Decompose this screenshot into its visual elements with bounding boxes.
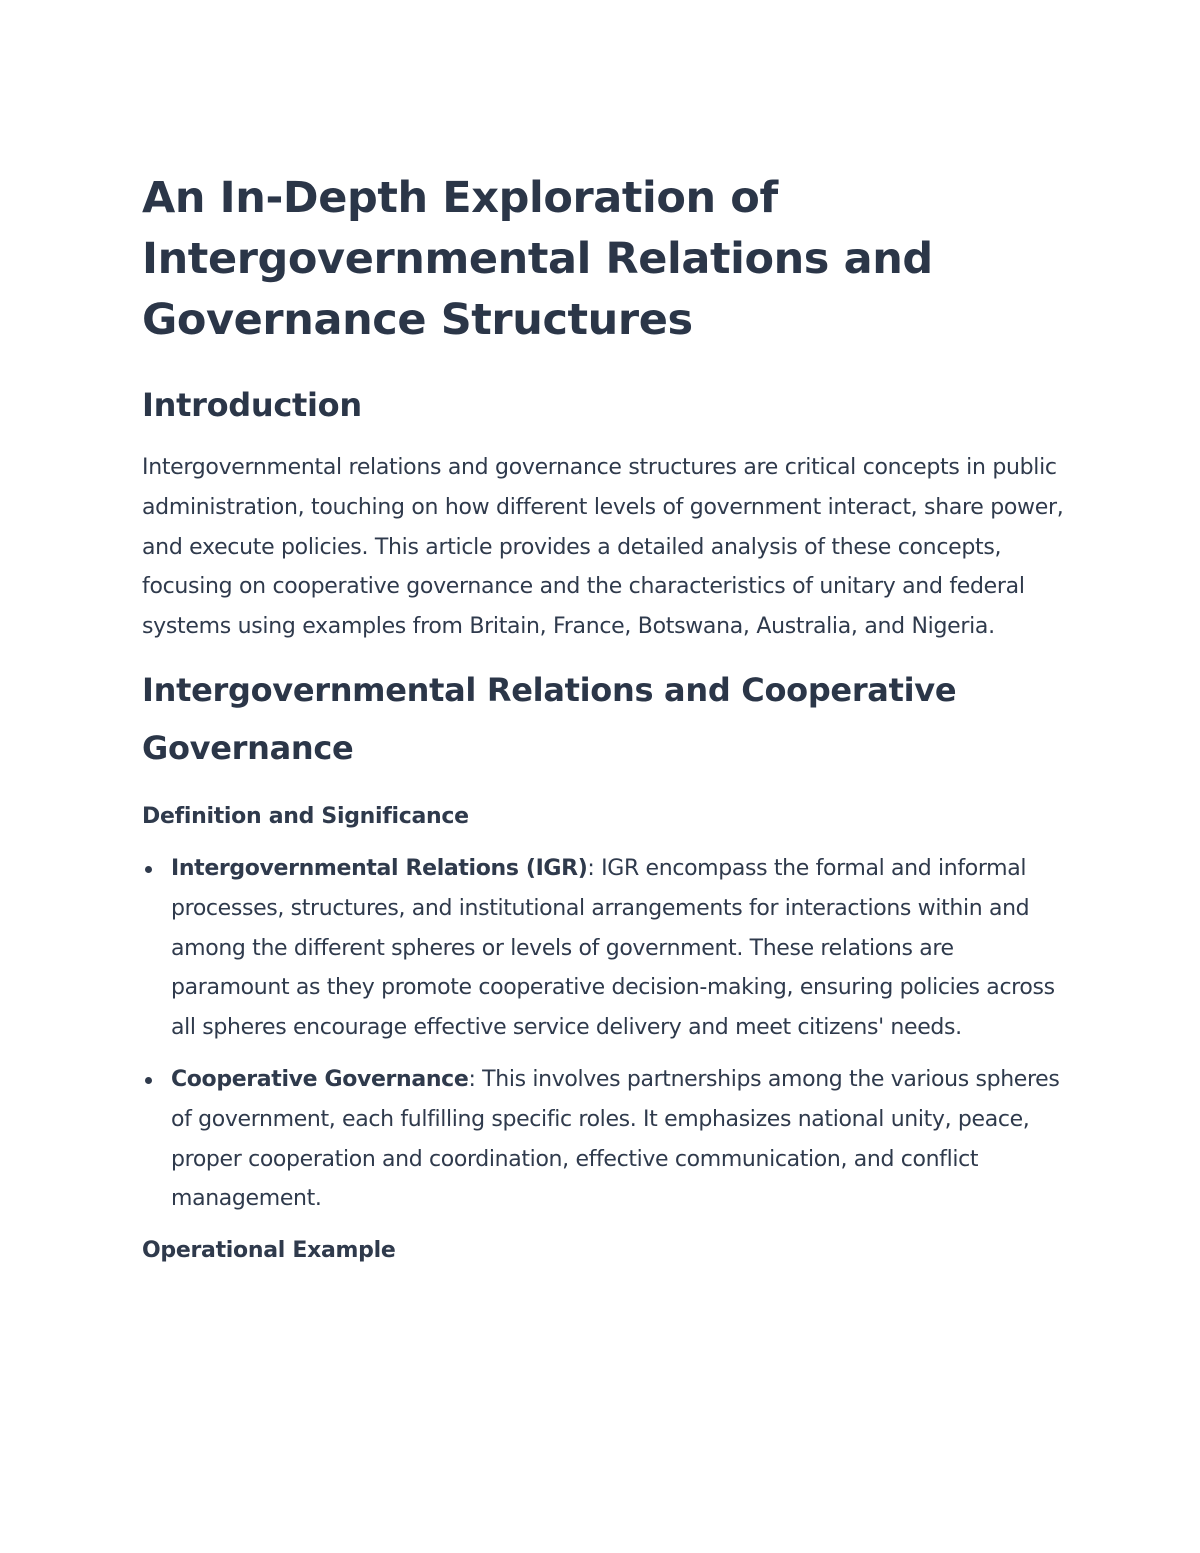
section-heading-introduction: Introduction — [142, 386, 362, 424]
bullet-term: Cooperative Governance — [171, 1066, 469, 1092]
bullet-icon — [145, 866, 152, 873]
subsection-heading-operational-example: Operational Example — [142, 1238, 396, 1264]
section-heading-igr-cooperative-governance: Intergovernmental Relations and Cooperative Governance — [142, 670, 957, 767]
document-title: An In-Depth Exploration of Intergovernmental Relations and Governance Structures — [142, 173, 933, 345]
introduction-paragraph: Intergovernmental relations and governance structures are critical concepts in public administration, touching on how different levels of government interact, share power, and execute policies. This article provides a detailed analysis of these concepts, focusing on cooperative governance and the characteristics of unitary and federal systems using examples from Britain, France, Botswana, Australia, and Nigeria. — [142, 455, 1064, 640]
document-page — [142, 168, 1072, 1271]
bullet-text: : IGR encompass the formal and informal processes, structures, and institutional arrangements for interactions within and among the different spheres or levels of government. These relations are paramount as they promote cooperative decision-making, ensuring policies across all spheres encourage effective service delivery and meet citizens' needs. — [171, 855, 1055, 1041]
bullet-text: : This involves partnerships among the various spheres of government, each fulfilling specific roles. It emphasizes national unity, peace, proper cooperation and coordination, effective communication, and conflict management. — [171, 1066, 1060, 1212]
bullet-icon — [145, 1077, 152, 1084]
subsection-heading-definition: Definition and Significance — [142, 803, 469, 829]
bullet-item-igr — [142, 849, 1072, 1048]
bullet-item-cooperative-governance — [142, 1060, 1072, 1219]
definition-bullet-list — [142, 849, 1072, 1219]
bullet-term: Intergovernmental Relations (IGR) — [171, 855, 588, 881]
